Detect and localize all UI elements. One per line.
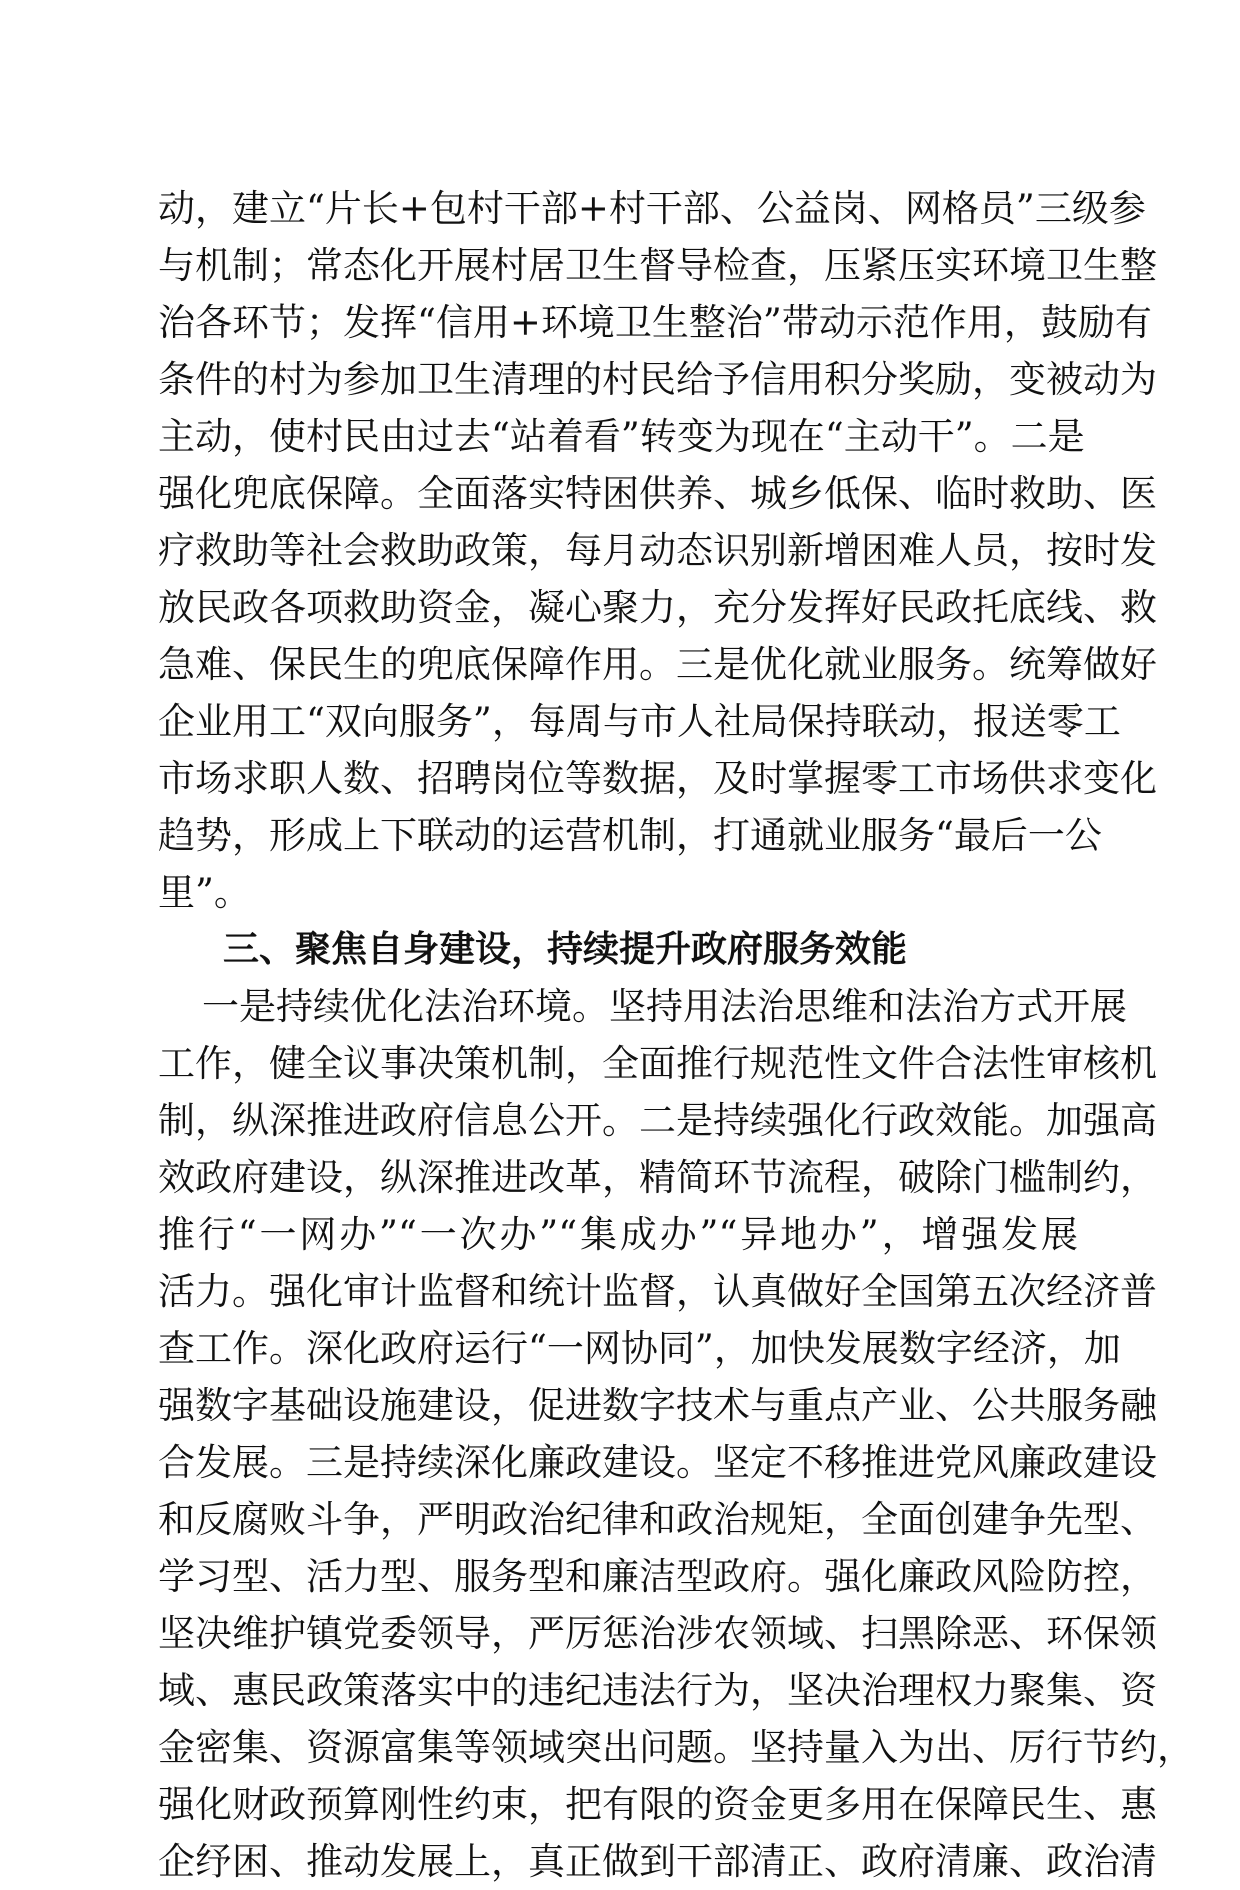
text-line: 查工作。深化政府运行“一网协同”，加快发展数字经济，加 [158, 1327, 1121, 1370]
text-line: 域、惠民政策落实中的违纪违法行为，坚决治理权力聚集、资 [158, 1669, 1157, 1712]
text-line: 与机制；常态化开展村居卫生督导检查，压紧压实环境卫生整 [158, 244, 1157, 287]
text-line: 强化兜底保障。全面落实特困供养、城乡低保、临时救助、医 [158, 472, 1157, 515]
text-line: 企纾困、推动发展上，真正做到干部清正、政府清廉、政治清 [158, 1840, 1157, 1883]
text-line: 金密集、资源富集等领域突出问题。坚持量入为出、厉行节约， [158, 1726, 1194, 1769]
body-text [158, 180, 1194, 1890]
text-line: 企业用工“双向服务”，每周与市人社局保持联动，报送零工 [158, 700, 1121, 743]
text-line: 学习型、活力型、服务型和廉洁型政府。强化廉政风险防控， [158, 1555, 1157, 1598]
text-line: 里”。 [158, 871, 251, 914]
text-line: 活力。强化审计监督和统计监督，认真做好全国第五次经济普 [158, 1270, 1157, 1313]
text-line: 趋势，形成上下联动的运营机制，打通就业服务“最后一公 [158, 814, 1102, 857]
text-line: 和反腐败斗争，严明政治纪律和政治规矩，全面创建争先型、 [158, 1498, 1157, 1541]
text-line: 强数字基础设施建设，促进数字技术与重点产业、公共服务融 [158, 1384, 1157, 1427]
text-line: 推行“一网办”“一次办”“集成办”“异地办”，增强发展 [158, 1213, 1078, 1256]
text-line: 主动，使村民由过去“站着看”转变为现在“主动干”。二是 [158, 415, 1085, 458]
text-line: 动，建立“片长+包村干部+村干部、公益岗、网格员”三级参 [158, 187, 1146, 230]
paragraph-first-line: 一是持续优化法治环境。坚持用法治思维和法治方式开展 [202, 985, 1127, 1028]
text-line: 放民政各项救助资金，凝心聚力，充分发挥好民政托底线、救 [158, 586, 1157, 629]
text-line: 制，纵深推进政府信息公开。二是持续强化行政效能。加强高 [158, 1099, 1157, 1142]
text-line: 效政府建设，纵深推进改革，精简环节流程，破除门槛制约， [158, 1156, 1157, 1199]
text-line: 治各环节；发挥“信用+环境卫生整治”带动示范作用，鼓励有 [158, 301, 1152, 344]
section-heading: 三、聚焦自身建设，持续提升政府服务效能 [223, 929, 908, 970]
text-line: 条件的村为参加卫生清理的村民给予信用积分奖励，变被动为 [158, 358, 1157, 401]
text-line: 合发展。三是持续深化廉政建设。坚定不移推进党风廉政建设 [158, 1441, 1157, 1484]
text-line: 工作，健全议事决策机制，全面推行规范性文件合法性审核机 [158, 1042, 1157, 1085]
text-line: 坚决维护镇党委领导，严厉惩治涉农领域、扫黑除恶、环保领 [158, 1612, 1157, 1655]
text-line: 疗救助等社会救助政策，每月动态识别新增困难人员，按时发 [158, 529, 1157, 572]
text-line: 强化财政预算刚性约束，把有限的资金更多用在保障民生、惠 [158, 1783, 1157, 1826]
text-line: 市场求职人数、招聘岗位等数据，及时掌握零工市场供求变化 [158, 757, 1157, 800]
text-line: 急难、保民生的兜底保障作用。三是优化就业服务。统筹做好 [158, 643, 1157, 686]
